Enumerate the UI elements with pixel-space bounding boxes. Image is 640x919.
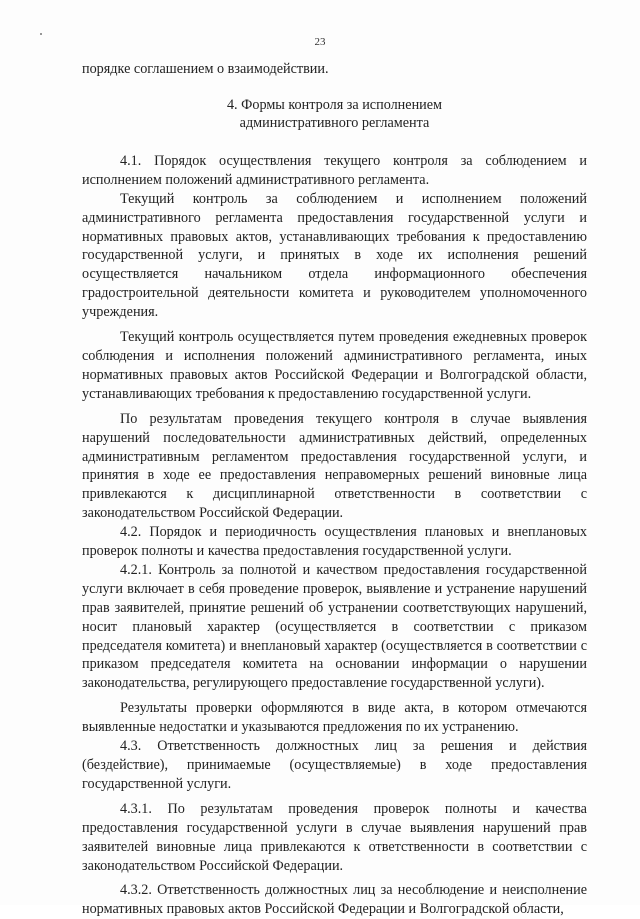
- carry-over-line: порядке соглашением о взаимодействии.: [82, 61, 329, 77]
- document-body: [82, 60, 587, 919]
- section-heading: [82, 96, 587, 133]
- paragraph-4-3: 4.3. Ответственность должностных лиц за решения и действия (бездействие), принимаемые (осуществляемые) в ходе предоставления государственной услуги.: [82, 738, 587, 792]
- scan-speck: [40, 33, 42, 35]
- section-heading-line1: 4. Формы контроля за исполнением: [226, 96, 443, 113]
- paragraph-current-control: Текущий контроль за соблюдением и исполнением положений административного регламента предоставления государственной услуги и нормативных правовых актов, устанавливающих требования к предоставлению государственной услуги, и принятых в ходе их исполнения решений осуществляется начальником отдела информационного обеспечения градостроительной деятельности комитета и руководителем уполномоченного учреждения.: [82, 190, 587, 321]
- paragraph-violations: По результатам проведения текущего контроля в случае выявления нарушений последовательности административных действий, определенных административным регламентом предоставления государственной услуги, и принятия в ходе ее предоставления неправомерных решений виновные лица привлекаются к дисциплинарной ответственности в соответствии с законодательством Российской Федерации.: [82, 410, 587, 522]
- paragraph-4-3-2: 4.3.2. Ответственность должностных лиц за несоблюдение и неисполнение нормативных правовых актов Российской Федерации и Волгоградской области,: [82, 882, 587, 918]
- page-number: 23: [314, 36, 326, 48]
- paragraph-daily-checks: Текущий контроль осуществляется путем проведения ежедневных проверок соблюдения и исполнения положений административного регламента, иных нормативных правовых актов Российской Федерации и Волгоградской области, устанавливающих требования к предоставлению государственной услуги.: [82, 329, 587, 402]
- paragraph-4-1: 4.1. Порядок осуществления текущего контроля за соблюдением и исполнением положений административного регламента.: [82, 152, 587, 188]
- section-heading-line2: административного регламента: [239, 115, 430, 132]
- paragraph-4-2: 4.2. Порядок и периодичность осуществления плановых и внеплановых проверок полноты и качества предоставления государственной услуги.: [82, 524, 587, 560]
- paragraph-4-2-1: 4.2.1. Контроль за полнотой и качеством предоставления государственной услуги включает в себя проведение проверок, выявление и устранение нарушений прав заявителей, принятие решений об устранении соответствующих нарушений, носит плановый характер (осуществляется в соответствии с приказом председателя комитета) и внеплановый характер (осуществляется в соответствии с приказом председателя комитета на основании информации о нарушении законодательства, регулирующего предоставление государственной услуги).: [82, 561, 587, 692]
- paragraph-4-3-1: 4.3.1. По результатам проведения проверок полноты и качества предоставления государственной услуги в случае выявления нарушений прав заявителей виновные лица привлекаются к ответственности в соответствии с законодательством Российской Федерации.: [82, 800, 587, 874]
- paragraph-results: Результаты проверки оформляются в виде акта, в котором отмечаются выявленные недостатки и указываются предложения по их устранению.: [82, 700, 587, 736]
